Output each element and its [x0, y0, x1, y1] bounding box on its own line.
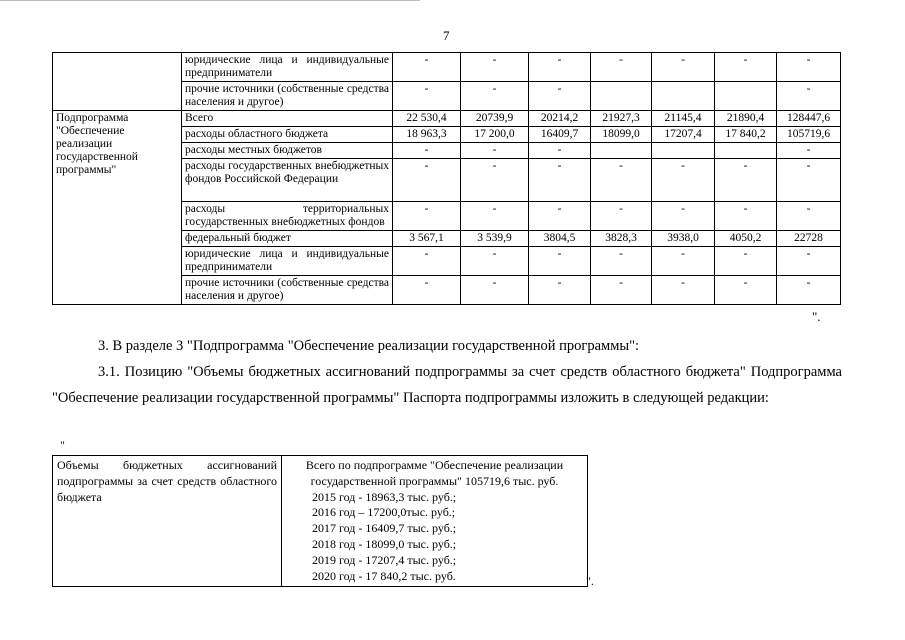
section-heading: 3. В разделе 3 "Подпрограмма "Обеспечение реализации государственной программы": — [98, 338, 640, 354]
value-cell: - — [652, 276, 715, 305]
value-cell: - — [652, 247, 715, 276]
row-label: расходы областного бюджета — [182, 127, 393, 143]
row-label: федеральный бюджет — [182, 231, 393, 247]
value-cell: - — [777, 53, 841, 82]
row-label: прочие источники (собственные средства населения и другое) — [182, 276, 393, 305]
value-cell: - — [591, 202, 652, 231]
budget-allocation-table — [52, 455, 588, 587]
value-cell: 105719,6 — [777, 127, 841, 143]
value-cell: 3804,5 — [529, 231, 591, 247]
value-cell — [591, 143, 652, 159]
value-cell: - — [591, 53, 652, 82]
value-cell: - — [529, 247, 591, 276]
allocation-total: Всего по подпрограмме "Обеспечение реализации государственной программы" 105719,6 тыс. руб. — [305, 458, 564, 488]
row-label: прочие источники (собственные средства населения и другое) — [182, 82, 393, 111]
value-cell: 21890,4 — [715, 111, 777, 127]
value-cell: - — [393, 143, 461, 159]
value-cell: 3828,3 — [591, 231, 652, 247]
value-cell: - — [461, 53, 529, 82]
value-cell: - — [529, 202, 591, 231]
value-cell: 128447,6 — [777, 111, 841, 127]
value-cell: - — [529, 82, 591, 111]
value-cell — [715, 143, 777, 159]
value-cell: 3 539,9 — [461, 231, 529, 247]
value-cell — [652, 82, 715, 111]
row-label: юридические лица и индивидуальные предприниматели — [182, 247, 393, 276]
row-label: расходы территориальных государственных внебюджетных фондов — [182, 202, 393, 231]
value-cell: 20214,2 — [529, 111, 591, 127]
value-cell: - — [393, 202, 461, 231]
allocation-content — [282, 456, 588, 587]
value-cell: 21145,4 — [652, 111, 715, 127]
budget-allocation-row — [53, 456, 588, 587]
value-cell: 18099,0 — [591, 127, 652, 143]
value-cell: 18 963,3 — [393, 127, 461, 143]
value-cell: - — [591, 276, 652, 305]
value-cell: 20739,9 — [461, 111, 529, 127]
value-cell: 22 530,4 — [393, 111, 461, 127]
subprogram-label: Подпрограмма "Обеспечение реализации государственной программы" — [53, 111, 182, 305]
empty-group-cell — [53, 53, 182, 111]
value-cell: 22728 — [777, 231, 841, 247]
row-label: расходы государственных внебюджетных фондов Российской Федерации — [182, 159, 393, 202]
allocation-years — [286, 490, 583, 585]
value-cell: - — [529, 53, 591, 82]
year-allocation-line: 2015 год - 18963,3 тыс. руб.; — [312, 489, 457, 504]
value-cell: - — [393, 53, 461, 82]
year-allocation-line: 2016 год – 17200,0тыс. руб.; — [312, 505, 456, 520]
row-label: расходы местных бюджетов — [182, 143, 393, 159]
allocation-label: Объемы бюджетных ассигнований подпрограммы за счет средств областного бюджета — [53, 456, 282, 587]
value-cell: - — [652, 159, 715, 202]
value-cell: 3 567,1 — [393, 231, 461, 247]
value-cell: - — [715, 159, 777, 202]
value-cell: 16409,7 — [529, 127, 591, 143]
value-cell: 17 200,0 — [461, 127, 529, 143]
page-number: 7 — [443, 28, 450, 43]
closing-quote-2: ". — [586, 574, 594, 588]
value-cell: - — [529, 159, 591, 202]
year-allocation-line: 2020 год - 17 840,2 тыс. руб. — [312, 568, 456, 583]
value-cell: - — [393, 82, 461, 111]
year-allocation-line: 2019 год - 17207,4 тыс. руб.; — [312, 552, 457, 567]
value-cell: - — [591, 247, 652, 276]
value-cell: - — [393, 276, 461, 305]
value-cell: - — [777, 143, 841, 159]
value-cell: - — [715, 53, 777, 82]
value-cell: - — [777, 247, 841, 276]
value-cell: - — [393, 159, 461, 202]
value-cell — [715, 82, 777, 111]
value-cell: 21927,3 — [591, 111, 652, 127]
value-cell — [591, 82, 652, 111]
value-cell: - — [777, 276, 841, 305]
value-cell: 17 840,2 — [715, 127, 777, 143]
value-cell: - — [529, 143, 591, 159]
value-cell: - — [461, 159, 529, 202]
table-row — [53, 111, 841, 127]
value-cell: 3938,0 — [652, 231, 715, 247]
value-cell: - — [777, 82, 841, 111]
value-cell: - — [461, 276, 529, 305]
opening-quote: " — [60, 438, 65, 452]
top-rule — [0, 0, 420, 1]
funding-table — [52, 52, 841, 305]
value-cell — [652, 143, 715, 159]
row-label: юридические лица и индивидуальные предприниматели — [182, 53, 393, 82]
year-allocation-line: 2017 год - 16409,7 тыс. руб.; — [312, 521, 457, 536]
year-allocation-line: 2018 год - 18099,0 тыс. руб.; — [312, 536, 457, 551]
value-cell: - — [652, 53, 715, 82]
value-cell: - — [529, 276, 591, 305]
value-cell: - — [461, 202, 529, 231]
row-label: Всего — [182, 111, 393, 127]
instruction-paragraph: 3.1. Позицию "Объемы бюджетных ассигнований подпрограммы за счет средств областного бюджета" Подпрограмма "Обеспечение реализации государственной программы" Паспорта подпрограммы изложить в следующей редакции: — [52, 364, 842, 406]
table-row — [53, 53, 841, 82]
value-cell: 17207,4 — [652, 127, 715, 143]
value-cell: - — [393, 247, 461, 276]
value-cell: - — [777, 202, 841, 231]
value-cell: 4050,2 — [715, 231, 777, 247]
value-cell: - — [591, 159, 652, 202]
value-cell: - — [777, 159, 841, 202]
value-cell: - — [461, 247, 529, 276]
value-cell: - — [652, 202, 715, 231]
value-cell: - — [461, 82, 529, 111]
value-cell: - — [461, 143, 529, 159]
value-cell: - — [715, 247, 777, 276]
value-cell: - — [715, 276, 777, 305]
value-cell: - — [715, 202, 777, 231]
closing-quote: ". — [812, 309, 821, 324]
